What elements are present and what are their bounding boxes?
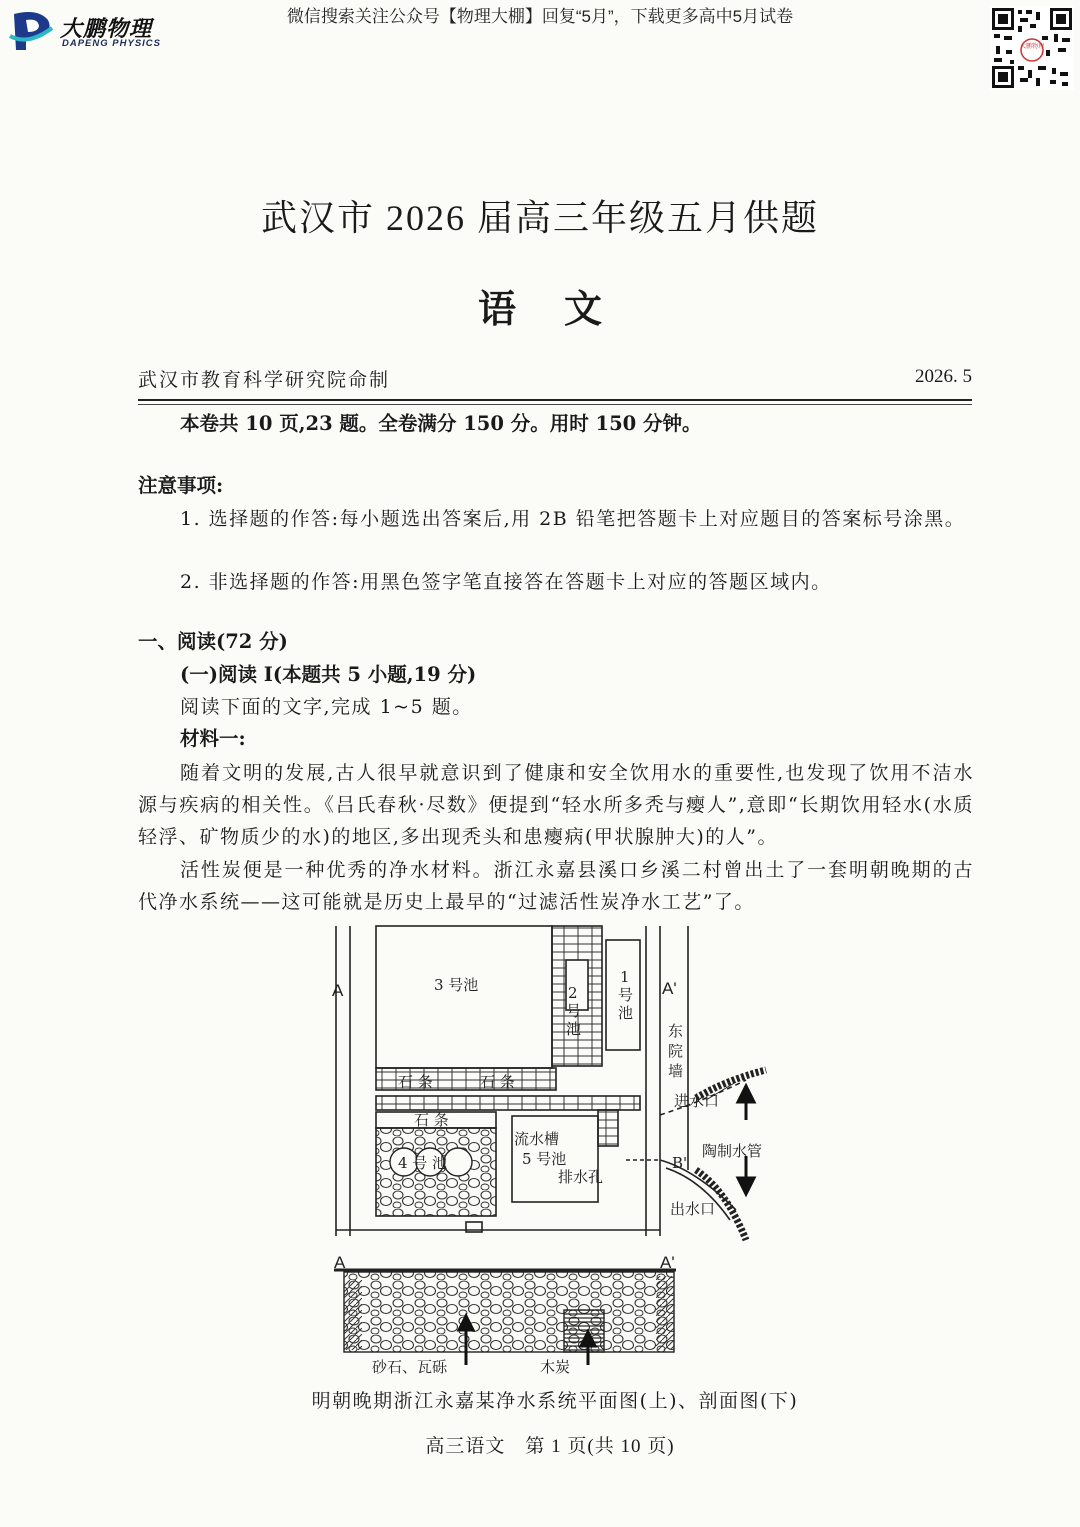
label-section-A: A: [334, 1253, 346, 1272]
exam-info: 本卷共 10 页,23 题。全卷满分 150 分。用时 150 分钟。: [180, 412, 702, 435]
qr-code: [990, 6, 1074, 90]
label-gravel: 砂石、瓦砾: [372, 1358, 448, 1376]
label-east-wall: 东: [668, 1022, 684, 1040]
promo-banner: 微信搜索关注公众号【物理大棚】回复“5月”，下载更多高中5月试卷: [286, 7, 794, 26]
label-drain-hole: 排水孔: [558, 1168, 604, 1186]
exam-title: 武汉市 2026 届高三年级五月供题: [260, 198, 819, 238]
paragraph-2: 活性炭便是一种优秀的净水材料。浙江永嘉县溪口乡溪二村曾出土了一套明朝晚期的古代净水系统——这可能就是历史上最早的“过滤活性炭净水工艺”了。: [138, 859, 974, 913]
divider-thick: [138, 399, 972, 401]
notice-item-1: 1. 选择题的作答:每小题选出答案后,用 2B 铅笔把答题卡上对应题目的答案标号涂黑。: [180, 508, 966, 530]
notice-title: 注意事项:: [138, 474, 224, 497]
label-stone-1: 石 条: [398, 1073, 433, 1091]
label-pool-2: 2: [568, 984, 578, 1002]
qr-center-label: 大鹏物理: [1019, 43, 1045, 50]
notice-item-2: 2. 非选择题的作答:用黑色签字笔直接答在答题卡上对应的答题区域内。: [180, 571, 832, 593]
label-pool-1b: 号: [618, 986, 634, 1004]
label-channel: 流水槽: [514, 1130, 560, 1148]
figure-caption: 明朝晚期浙江永嘉某净水系统平面图(上)、剖面图(下): [311, 1390, 799, 1412]
logo-text-en: DAPENG PHYSICS: [62, 38, 161, 49]
label-pool-1c: 池: [618, 1004, 634, 1022]
dapeng-logo: [8, 6, 168, 54]
label-east-wall-3: 墙: [668, 1062, 684, 1080]
paragraph-1: 随着文明的发展,古人很早就意识到了健康和安全饮用水的重要性,也发现了饮用不洁水源与疾病的相关性。《吕氏春秋·尽数》便提到“轻水所多秃与瘿人”,意即“长期饮用轻水(水质轻浮、矿物质少的水)的地区,多出现秃头和患瘿病(甲状腺肿大)的人”。: [138, 762, 974, 848]
instruction: 阅读下面的文字,完成 1~5 题。: [180, 696, 473, 718]
divider-thin: [138, 404, 972, 405]
label-A: A: [332, 981, 344, 1000]
dapeng-logo-icon: [8, 6, 58, 54]
label-east-wall-2: 院: [668, 1042, 684, 1060]
exam-date: 2026. 5: [915, 366, 972, 387]
label-section-A-prime: A': [660, 1253, 675, 1272]
logo-text-cn: 大鹏物理: [60, 16, 153, 41]
label-pool-3: 3 号池: [434, 976, 479, 994]
label-outlet: 出水口: [670, 1200, 716, 1218]
exam-subject: 语文: [477, 289, 650, 331]
label-B: B': [672, 1154, 688, 1172]
label-pipe: 陶制水管: [702, 1142, 763, 1160]
material-title: 材料一:: [180, 727, 246, 750]
label-pool-4: 4 号 池: [398, 1154, 448, 1172]
label-inlet: 进水口: [674, 1092, 720, 1110]
label-pool-1: 1: [620, 968, 630, 986]
water-system-figure: [326, 920, 786, 1385]
label-charcoal: 木炭: [540, 1358, 571, 1376]
label-pool-2c: 池: [566, 1020, 582, 1038]
page-footer: 高三语文 第 1 页(共 10 页): [425, 1436, 675, 1457]
label-pool-5: 5 号池: [522, 1150, 567, 1168]
section-title: 一、阅读(72 分): [138, 630, 288, 653]
label-pool-2b: 号: [566, 1002, 582, 1020]
label-A-prime: A': [662, 979, 677, 998]
label-stone-2: 石 条: [480, 1073, 515, 1091]
publisher: 武汉市教育科学研究院命制: [138, 369, 391, 391]
subsection-title: (一)阅读 I(本题共 5 小题,19 分): [180, 663, 477, 686]
label-stone-3: 石 条: [414, 1111, 449, 1129]
